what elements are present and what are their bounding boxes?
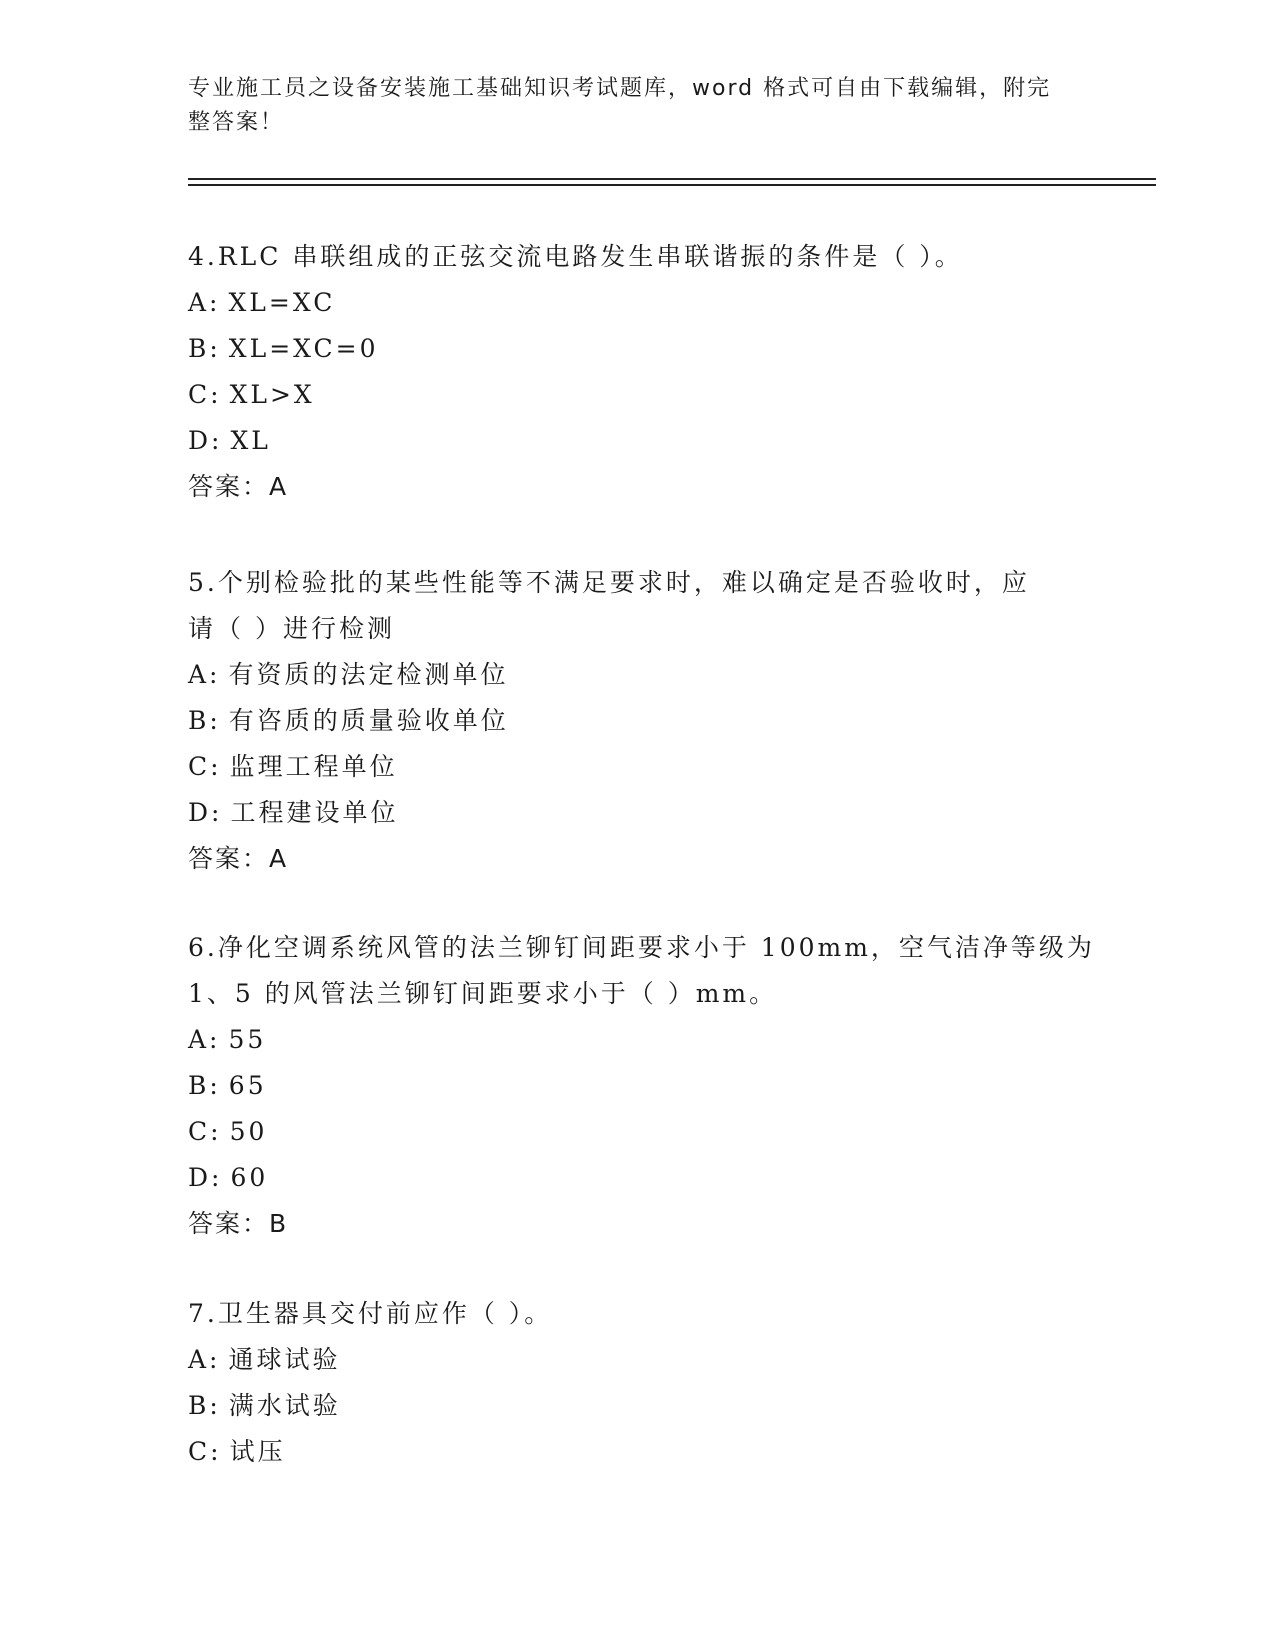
question-stem xyxy=(188,925,1095,1017)
option-key: B: xyxy=(188,706,221,735)
option-key: D: xyxy=(188,426,223,455)
header-divider-top xyxy=(188,178,1156,180)
option-key: D: xyxy=(188,1163,223,1192)
option-key: B: xyxy=(188,1391,221,1420)
option-text: 50 xyxy=(229,1117,268,1146)
question-stem-line: 4.RLC 串联组成的正弦交流电路发生串联谐振的条件是（ ）。 xyxy=(188,242,963,271)
question-stem-line: 请（ ）进行检测 xyxy=(188,614,395,643)
question-stem xyxy=(188,1291,1088,1337)
option-d xyxy=(188,790,1088,836)
option-text: 满水试验 xyxy=(228,1391,341,1420)
question-5 xyxy=(188,560,1088,882)
document-header xyxy=(188,72,1068,140)
option-a xyxy=(188,652,1088,698)
answer-line: 答案：A xyxy=(188,472,289,501)
question-stem-line: 5.个别检验批的某些性能等不满足要求时，难以确定是否验收时，应 xyxy=(188,568,1030,597)
question-stem xyxy=(188,234,1088,280)
option-b xyxy=(188,326,1088,372)
header-divider-bottom xyxy=(188,184,1156,186)
option-key: C: xyxy=(188,1117,222,1146)
option-text: 有咨质的质量验收单位 xyxy=(228,706,509,735)
option-key: C: xyxy=(188,380,222,409)
option-text: 通球试验 xyxy=(228,1345,341,1374)
answer-line: 答案：B xyxy=(188,1209,289,1238)
option-d xyxy=(188,1155,1088,1201)
option-text: 有资质的法定检测单位 xyxy=(228,660,509,689)
option-c xyxy=(188,744,1088,790)
option-text: 工程建设单位 xyxy=(230,798,399,827)
option-key: C: xyxy=(188,1437,222,1466)
question-stem-line: 7.卫生器具交付前应作（ ）。 xyxy=(188,1299,553,1328)
option-c xyxy=(188,372,1088,418)
question-6 xyxy=(188,925,1095,1247)
option-key: A: xyxy=(188,660,221,689)
option-key: A: xyxy=(188,288,221,317)
option-a xyxy=(188,1017,1088,1063)
option-key: C: xyxy=(188,752,222,781)
question-stem-line: 1、5 的风管法兰铆钉间距要求小于（ ）mm。 xyxy=(188,979,778,1008)
question-4 xyxy=(188,234,1088,510)
option-a xyxy=(188,280,1088,326)
option-key: B: xyxy=(188,1071,221,1100)
option-a xyxy=(188,1337,1088,1383)
option-key: B: xyxy=(188,334,221,363)
option-text: XL>X xyxy=(229,380,315,409)
question-stem xyxy=(188,560,1088,652)
option-text: 55 xyxy=(228,1025,267,1054)
option-d xyxy=(188,418,1088,464)
option-c xyxy=(188,1109,1088,1155)
header-line-1: 专业施工员之设备安装施工基础知识考试题库，word 格式可自由下载编辑，附完 xyxy=(188,76,1052,101)
option-text: 试压 xyxy=(229,1437,286,1466)
option-key: A: xyxy=(188,1025,221,1054)
answer-line: 答案：A xyxy=(188,844,289,873)
question-7 xyxy=(188,1291,1088,1475)
option-text: XL=XC=0 xyxy=(228,334,379,363)
option-text: XL=XC xyxy=(228,288,336,317)
option-b xyxy=(188,1383,1088,1429)
option-b xyxy=(188,1063,1088,1109)
option-key: D: xyxy=(188,798,223,827)
option-text: 65 xyxy=(228,1071,267,1100)
option-text: 60 xyxy=(230,1163,269,1192)
option-text: XL xyxy=(230,426,271,455)
option-text: 监理工程单位 xyxy=(229,752,398,781)
option-c xyxy=(188,1429,1088,1475)
header-line-2: 整答案！ xyxy=(188,110,285,135)
question-stem-line: 6.净化空调系统风管的法兰铆钉间距要求小于 100mm，空气洁净等级为 xyxy=(188,933,1095,962)
option-key: A: xyxy=(188,1345,221,1374)
option-b xyxy=(188,698,1088,744)
